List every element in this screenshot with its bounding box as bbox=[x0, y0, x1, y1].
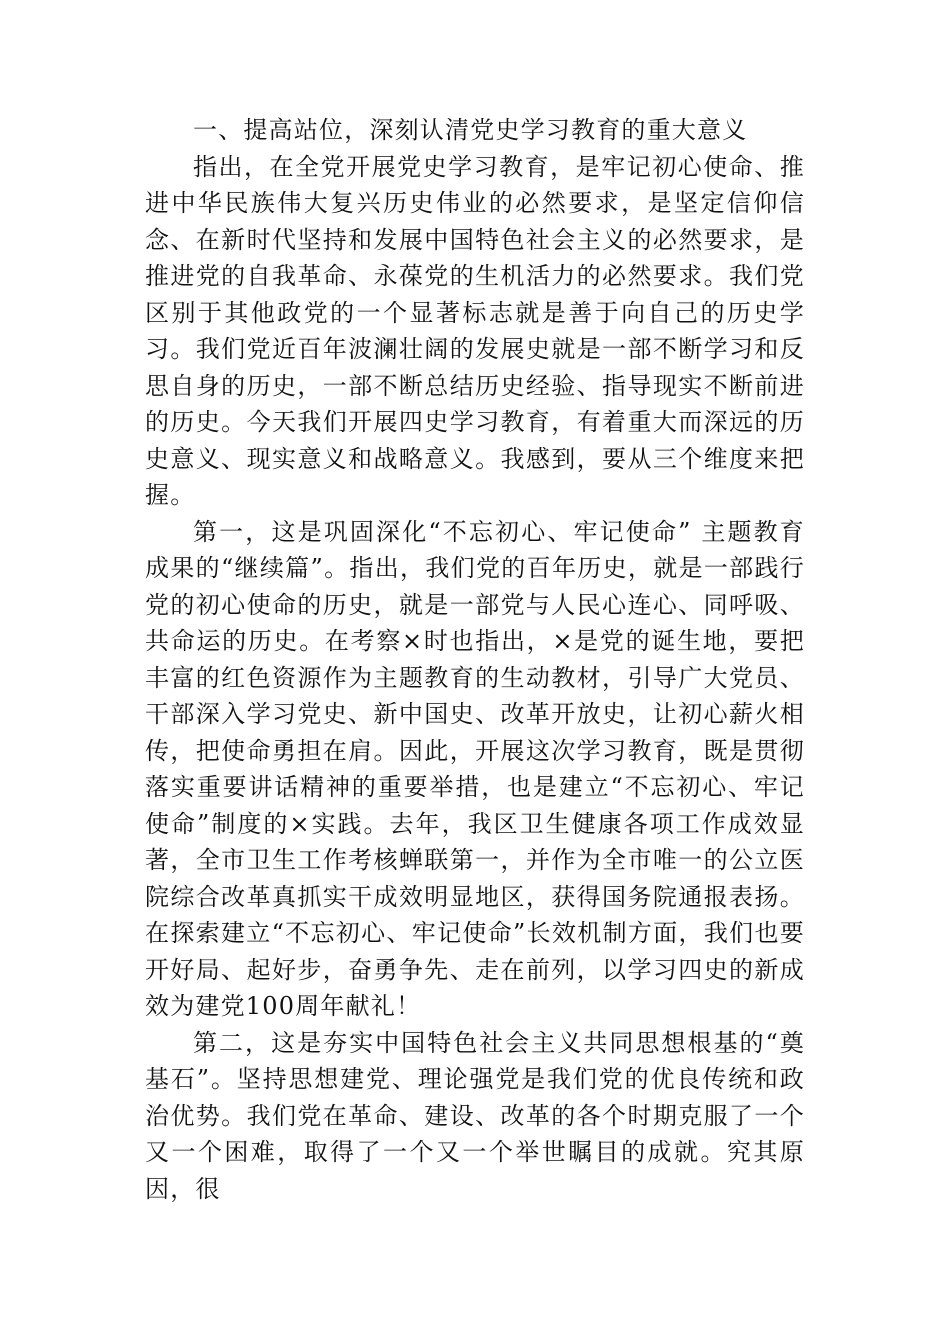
document-page bbox=[145, 112, 805, 1207]
paragraph-first-point: 第一，这是巩固深化“不忘初心、牢记使命” 主题教育成果的“继续篇”。指出，我们党的百年历史，就是一部践行党的初心使命的历史，就是一部党与人民心连心、同呼吸、共命运的历史。在考察×时也指出，×是党的诞生地，要把丰富的红色资源作为主题教育的生动教材，引导广大党员、干部深入学习党史、新中国史、改革开放史，让初心薪火相传，把使命勇担在肩。因此，开展这次学习教育，既是贯彻落实重要讲话精神的重要举措，也是建立“不忘初心、牢记使命”制度的×实践。去年，我区卫生健康各项工作成效显著，全市卫生工作考核蝉联第一，并作为全市唯一的公立医院综合改革真抓实干成效明显地区，获得国务院通报表扬。在探索建立“不忘初心、牢记使命”长效机制方面，我们也要开好局、起好步，奋勇争先、走在前列，以学习四史的新成效为建党100周年献礼！ bbox=[145, 517, 805, 1020]
paragraph-significance: 指出，在全党开展党史学习教育，是牢记初心使命、推进中华民族伟大复兴历史伟业的必然要求，是坚定信仰信念、在新时代坚持和发展中国特色社会主义的必然要求，是推进党的自我革命、永葆党的生机活力的必然要求。我们党区别于其他政党的一个显著标志就是善于向自己的历史学习。我们党近百年波澜壮阔的发展史就是一部不断学习和反思自身的历史，一部不断总结历史经验、指导现实不断前进的历史。今天我们开展四史学习教育，有着重大而深远的历史意义、现实意义和战略意义。我感到，要从三个维度来把握。 bbox=[145, 152, 805, 509]
paragraph-second-point: 第二，这是夯实中国特色社会主义共同思想根基的“奠基石”。坚持思想建党、理论强党是我们党的优良传统和政治优势。我们党在革命、建设、改革的各个时期克服了一个又一个困难，取得了一个又一个举世瞩目的成就。究其原因，很 bbox=[145, 1028, 805, 1203]
section-heading: 一、提高站位，深刻认清党史学习教育的重大意义 bbox=[193, 116, 748, 144]
